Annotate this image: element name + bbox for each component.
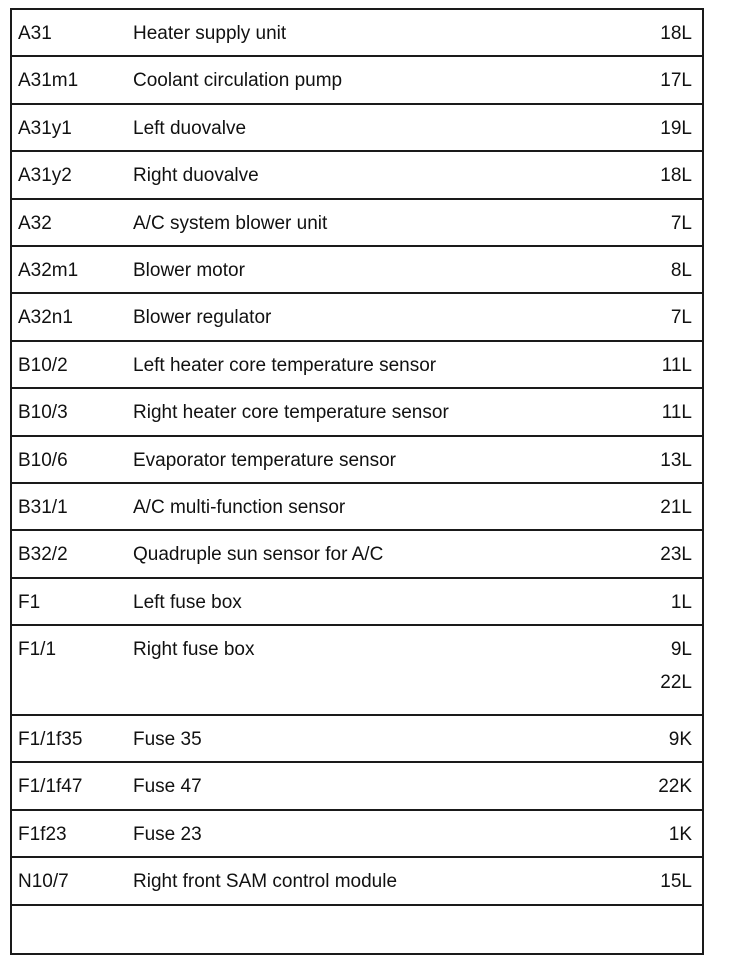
component-code: B32/2 bbox=[18, 544, 68, 566]
table-row bbox=[12, 626, 702, 716]
component-code: B10/6 bbox=[18, 449, 68, 471]
grid-reference-value: 11L bbox=[661, 402, 692, 424]
table-row bbox=[12, 294, 702, 341]
component-description: Fuse 23 bbox=[133, 823, 202, 845]
component-code: A31y1 bbox=[18, 117, 72, 139]
component-code: F1/1 bbox=[18, 639, 57, 661]
grid-reference-value: 7L bbox=[670, 307, 692, 329]
component-code: B31/1 bbox=[18, 496, 68, 518]
component-description: Left heater core temperature sensor bbox=[133, 354, 437, 376]
grid-reference bbox=[660, 118, 692, 151]
table-row bbox=[12, 57, 702, 104]
component-code: F1/1f35 bbox=[18, 729, 83, 751]
grid-reference-value: 19L bbox=[660, 117, 692, 139]
table-row bbox=[12, 152, 702, 199]
grid-reference bbox=[671, 307, 692, 340]
grid-reference bbox=[669, 729, 692, 762]
component-description: Right front SAM control module bbox=[133, 871, 398, 893]
component-description: Coolant circulation pump bbox=[133, 70, 343, 92]
component-code: A31m1 bbox=[18, 70, 79, 92]
grid-reference-value: 22K bbox=[658, 776, 692, 798]
table-row bbox=[12, 858, 702, 905]
component-description: Left fuse box bbox=[133, 591, 242, 613]
grid-reference bbox=[658, 776, 692, 809]
component-description: Heater supply unit bbox=[133, 23, 287, 44]
grid-reference-value: 9K bbox=[668, 729, 692, 751]
component-code: A32n1 bbox=[18, 307, 73, 329]
table-row bbox=[12, 342, 702, 389]
component-code: A32m1 bbox=[18, 259, 79, 281]
table-row bbox=[12, 579, 702, 626]
table-row bbox=[12, 811, 702, 858]
component-code: F1f23 bbox=[18, 823, 67, 845]
table-row bbox=[12, 437, 702, 484]
component-description: Right heater core temperature sensor bbox=[133, 402, 449, 424]
grid-reference bbox=[671, 213, 692, 246]
component-description: Right fuse box bbox=[133, 639, 255, 661]
grid-reference bbox=[660, 639, 692, 705]
grid-reference bbox=[671, 260, 692, 293]
component-description: Fuse 47 bbox=[133, 776, 202, 798]
component-code: A32 bbox=[18, 212, 52, 234]
component-description: Right duovalve bbox=[133, 165, 259, 187]
grid-reference bbox=[662, 402, 692, 435]
component-description: Left duovalve bbox=[133, 117, 247, 139]
grid-reference-value: 18L bbox=[660, 23, 692, 44]
component-code: B10/3 bbox=[18, 402, 68, 424]
table-row bbox=[12, 763, 702, 810]
table-row bbox=[12, 484, 702, 531]
component-description: A/C multi-function sensor bbox=[133, 496, 346, 518]
grid-reference-value: 21L bbox=[660, 496, 692, 518]
grid-reference-value: 22L bbox=[660, 672, 692, 694]
grid-reference bbox=[660, 871, 692, 904]
grid-reference-value: 17L bbox=[660, 70, 692, 92]
grid-reference-value: 7L bbox=[670, 212, 692, 234]
component-description: A/C system blower unit bbox=[133, 212, 328, 234]
grid-reference bbox=[660, 450, 692, 483]
table-row bbox=[12, 105, 702, 152]
grid-reference-value: 1L bbox=[670, 591, 692, 613]
grid-reference bbox=[671, 592, 692, 625]
grid-reference-value: 15L bbox=[660, 871, 692, 893]
grid-reference-value: 23L bbox=[660, 544, 692, 566]
table-row bbox=[12, 247, 702, 294]
component-description: Evaporator temperature sensor bbox=[133, 449, 396, 471]
grid-reference bbox=[662, 355, 692, 388]
grid-reference-value: 11L bbox=[661, 354, 692, 376]
grid-reference-value: 9L bbox=[670, 639, 692, 661]
component-code: N10/7 bbox=[18, 871, 69, 893]
grid-reference-value: 13L bbox=[660, 449, 692, 471]
component-description: Blower motor bbox=[133, 259, 245, 281]
component-code: A31 bbox=[18, 23, 52, 44]
grid-reference bbox=[660, 165, 692, 198]
component-description: Quadruple sun sensor for A/C bbox=[133, 544, 384, 566]
component-code: B10/2 bbox=[18, 354, 68, 376]
table-row bbox=[12, 10, 702, 57]
grid-reference bbox=[660, 497, 692, 530]
component-code: F1 bbox=[18, 591, 41, 613]
grid-reference bbox=[669, 824, 692, 857]
grid-reference-value: 8L bbox=[670, 259, 692, 281]
grid-reference bbox=[660, 544, 692, 577]
component-code: F1/1f47 bbox=[18, 776, 83, 798]
grid-reference-value: 18L bbox=[660, 165, 692, 187]
component-description: Fuse 35 bbox=[133, 729, 202, 751]
component-description: Blower regulator bbox=[133, 307, 272, 329]
grid-reference bbox=[660, 70, 692, 103]
grid-reference-value: 1K bbox=[668, 823, 692, 845]
table-row bbox=[12, 389, 702, 436]
component-legend-table bbox=[10, 8, 704, 955]
table-row bbox=[12, 200, 702, 247]
component-code: A31y2 bbox=[18, 165, 72, 187]
grid-reference bbox=[660, 23, 692, 56]
table-row bbox=[12, 531, 702, 578]
table-row bbox=[12, 716, 702, 763]
